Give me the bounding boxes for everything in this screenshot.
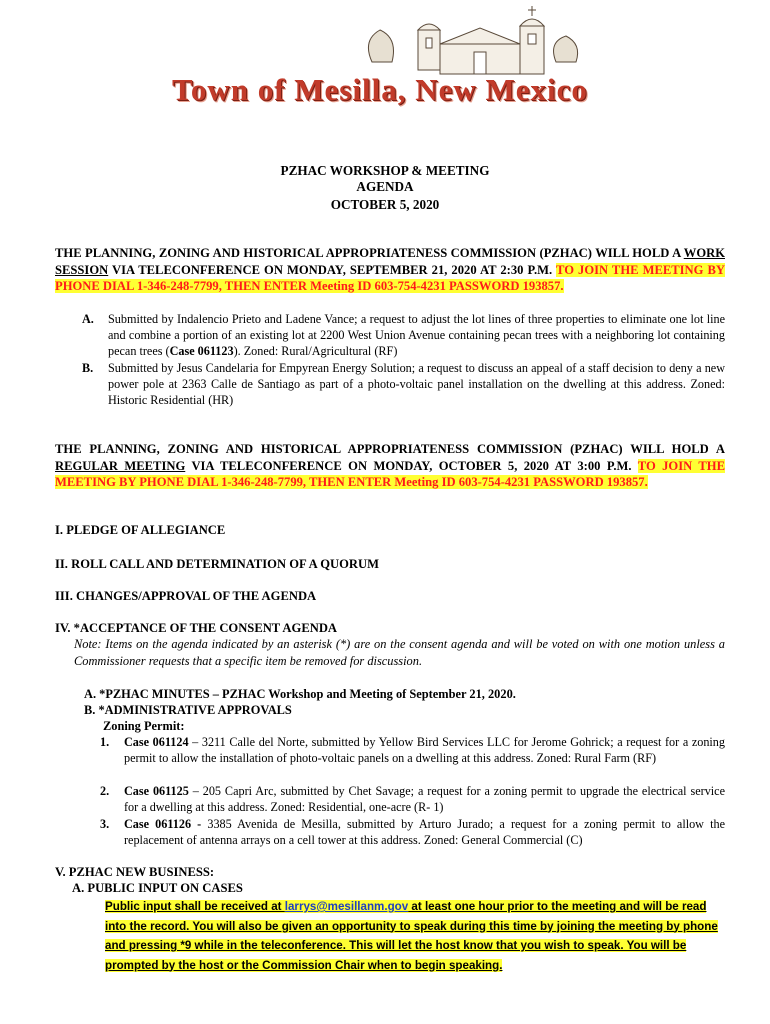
consent-agenda-note: Note: Items on the agenda indicated by an asterisk (*) are on the consent agenda and will be voted on with one motion unless a Commissioner requests that a specific item be removed for discussion. bbox=[74, 637, 725, 668]
case-number: 2. bbox=[100, 784, 110, 798]
workshop-intro-text: THE PLANNING, ZONING AND HISTORICAL APPROPRIATENESS COMMISSION (PZHAC) WILL HOLD A bbox=[55, 246, 684, 260]
regular-meeting-underlined: REGULAR MEETING bbox=[55, 458, 186, 473]
zoning-permit-heading: Zoning Permit: bbox=[103, 719, 185, 733]
workshop-intro bbox=[55, 245, 725, 295]
regular-intro-text-2: VIA TELECONFERENCE ON MONDAY, OCTOBER 5, 2020 AT 3:00 P.M. bbox=[185, 458, 632, 473]
case-text: Case 061124 – 3211 Calle del Norte, submitted by Yellow Bird Services LLC for Jerome Gohrick; a request for a zoning permit to allow the installation of photo-voltaic panels on a dwelling at this address. Zoned: Rural Farm (RF) bbox=[124, 735, 725, 766]
letterhead bbox=[0, 0, 770, 120]
agenda-heading-line-1: PZHAC WORKSHOP & MEETING bbox=[280, 163, 490, 178]
case-number: 1. bbox=[100, 735, 110, 749]
case-text: Case 061126 - 3385 Avenida de Mesilla, submitted by Arturo Jurado; a request for a zoning permit to allow the replacement of antenna arrays on a cell tower at this address. Zoned: General Commercial (C) bbox=[124, 817, 725, 848]
item-label: B. bbox=[82, 361, 94, 375]
section-consent-agenda: IV. *ACCEPTANCE OF THE CONSENT AGENDA bbox=[55, 621, 338, 635]
regular-join-instructions: TO JOIN THE MEETING BY PHONE DIAL 1-346-248-7799, THEN ENTER Meeting ID 603-754-4231 PASSWORD 193857. bbox=[55, 458, 725, 489]
zoning-case-3 bbox=[100, 816, 725, 850]
town-logo-title: Town of Mesilla, New Mexico bbox=[172, 72, 588, 107]
consent-item-admin-approvals: B. *ADMINISTRATIVE APPROVALS bbox=[84, 703, 292, 717]
public-input-text: Public input shall be received at bbox=[105, 900, 285, 913]
public-input-text-2: at least one hour prior to the meeting and will be read into the record. You will also be given an opportunity to speak during this time by joining the meeting by phone and pressing *9 while in the teleconference. This will let the host know that you wish to speak. You will be prompted by the host or the Commission Chair when to begin speaking. bbox=[105, 900, 718, 972]
zoning-case-2 bbox=[100, 783, 725, 817]
section-agenda-approval: III. CHANGES/APPROVAL OF THE AGENDA bbox=[55, 589, 317, 603]
consent-item-minutes: A. *PZHAC MINUTES – PZHAC Workshop and Meeting of September 21, 2020. bbox=[84, 687, 516, 701]
public-input-notice bbox=[105, 897, 725, 975]
section-new-business: V. PZHAC NEW BUSINESS: bbox=[55, 865, 215, 879]
regular-meeting-intro bbox=[55, 441, 725, 491]
workshop-intro-text-2: VIA TELECONFERENCE ON MONDAY, SEPTEMBER 21, 2020 AT 2:30 P.M. bbox=[108, 262, 557, 277]
subsection-public-input: A. PUBLIC INPUT ON CASES bbox=[72, 881, 243, 895]
agenda-date: OCTOBER 5, 2020 bbox=[330, 197, 440, 212]
item-text: Submitted by Indalencio Prieto and Ladene Vance; a request to adjust the lot lines of three properties to eliminate one lot line and combine a portion of an existing lot at 2200 West Union Avenue containing pecan trees with a neighboring lot containing pecan trees (Case 061123). Zoned: Rural/Agricultural (RF) bbox=[108, 312, 725, 359]
case-text: Case 061125 – 205 Capri Arc, submitted by Chet Savage; a request for a zoning permit to upgrade the electrical service for a dwelling at this address. Zoned: Residential, one-acre (R- 1) bbox=[124, 784, 725, 815]
case-number: 3. bbox=[100, 817, 110, 831]
agenda-heading-line-2: AGENDA bbox=[356, 179, 414, 194]
workshop-item-a bbox=[82, 311, 725, 361]
section-roll-call: II. ROLL CALL AND DETERMINATION OF A QUORUM bbox=[55, 557, 379, 571]
regular-intro-text: THE PLANNING, ZONING AND HISTORICAL APPROPRIATENESS COMMISSION (PZHAC) WILL HOLD A bbox=[55, 442, 725, 456]
workshop-join-instructions: TO JOIN THE MEETING BY PHONE DIAL 1-346-248-7799, THEN ENTER Meeting ID 603-754-4231 PASSWORD 193857. bbox=[55, 262, 725, 293]
item-text: Submitted by Jesus Candelaria for Empyrean Energy Solution; a request to discuss an appeal of a staff decision to deny a new power pole at 2363 Calle de Santiago as part of a photo-voltaic panel installation on the dwelling at this address. Zoned: Historic Residential (HR) bbox=[108, 361, 725, 408]
email-link[interactable]: larrys@mesillanm.gov bbox=[284, 900, 409, 913]
workshop-item-b bbox=[82, 360, 725, 410]
section-pledge: I. PLEDGE OF ALLEGIANCE bbox=[55, 523, 226, 537]
zoning-case-1 bbox=[100, 734, 725, 784]
item-label: A. bbox=[82, 312, 94, 326]
work-session-underlined: WORK SESSION bbox=[55, 246, 725, 277]
